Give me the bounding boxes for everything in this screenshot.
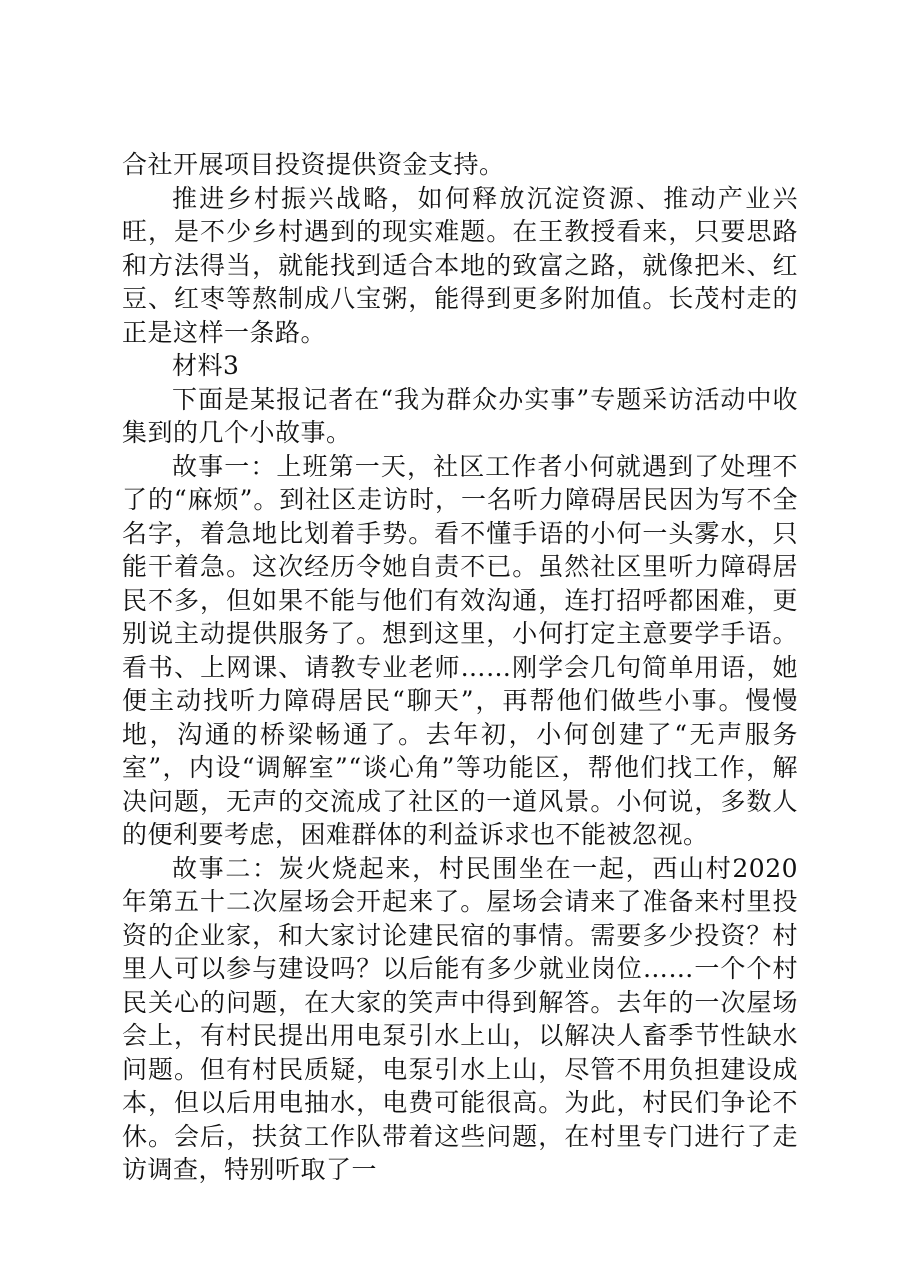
paragraph-rural-revitalization: 推进乡村振兴战略，如何释放沉淀资源、推动产业兴旺，是不少乡村遇到的现实难题。在王教授看来，只要思路和方法得当，就能找到适合本地的致富之路，就像把米、红豆、红枣等熬制成八宝粥，能得到更多附加值。长茂村走的正是这样一条路。 [122, 183, 798, 347]
body-text [122, 148, 798, 1187]
paragraph-intro: 下面是某报记者在“我为群众办实事”专题采访活动中收集到的几个小故事。 [122, 384, 798, 447]
paragraph-story-two: 故事二：炭火烧起来，村民围坐在一起，西山村2020年第五十二次屋场会开起来了。屋场会请来了准备来村里投资的企业家，和大家讨论建民宿的事情。需要多少投资？村里人可以参与建设吗？以后能有多少就业岗位……一个个村民关心的问题，在大家的笑声中得到解答。去年的一次屋场会上，有村民提出用电泵引水上山，以解决人畜季节性缺水问题。但有村民质疑，电泵引水上山，尽管不用负担建设成本，但以后用电抽水，电费可能很高。为此，村民们争论不休。会后，扶贫工作队带着这些问题，在村里专门进行了走访调查，特别听取了一 [122, 853, 798, 1184]
paragraph-continuation: 合社开展项目投资提供资金支持。 [122, 150, 505, 179]
section-heading-material-3: 材料3 [172, 351, 240, 380]
paragraph-story-one: 故事一：上班第一天，社区工作者小何就遇到了处理不了的“麻烦”。到社区走访时，一名听力障碍居民因为写不全名字，着急地比划着手势。看不懂手语的小何一头雾水，只能干着急。这次经历令她自责不已。虽然社区里听力障碍居民不多，但如果不能与他们有效沟通，连打招呼都困难，更别说主动提供服务了。想到这里，小何打定主意要学手语。看书、上网课、请教专业老师……刚学会几句简单用语，她便主动找听力障碍居民“聊天”，再帮他们做些小事。慢慢地，沟通的桥梁畅通了。去年初，小何创建了“无声服务室”，内设“调解室”“谈心角”等功能区，帮他们找工作，解决问题，无声的交流成了社区的一道风景。小何说，多数人的便利要考虑，困难群体的利益诉求也不能被忽视。 [122, 451, 798, 849]
